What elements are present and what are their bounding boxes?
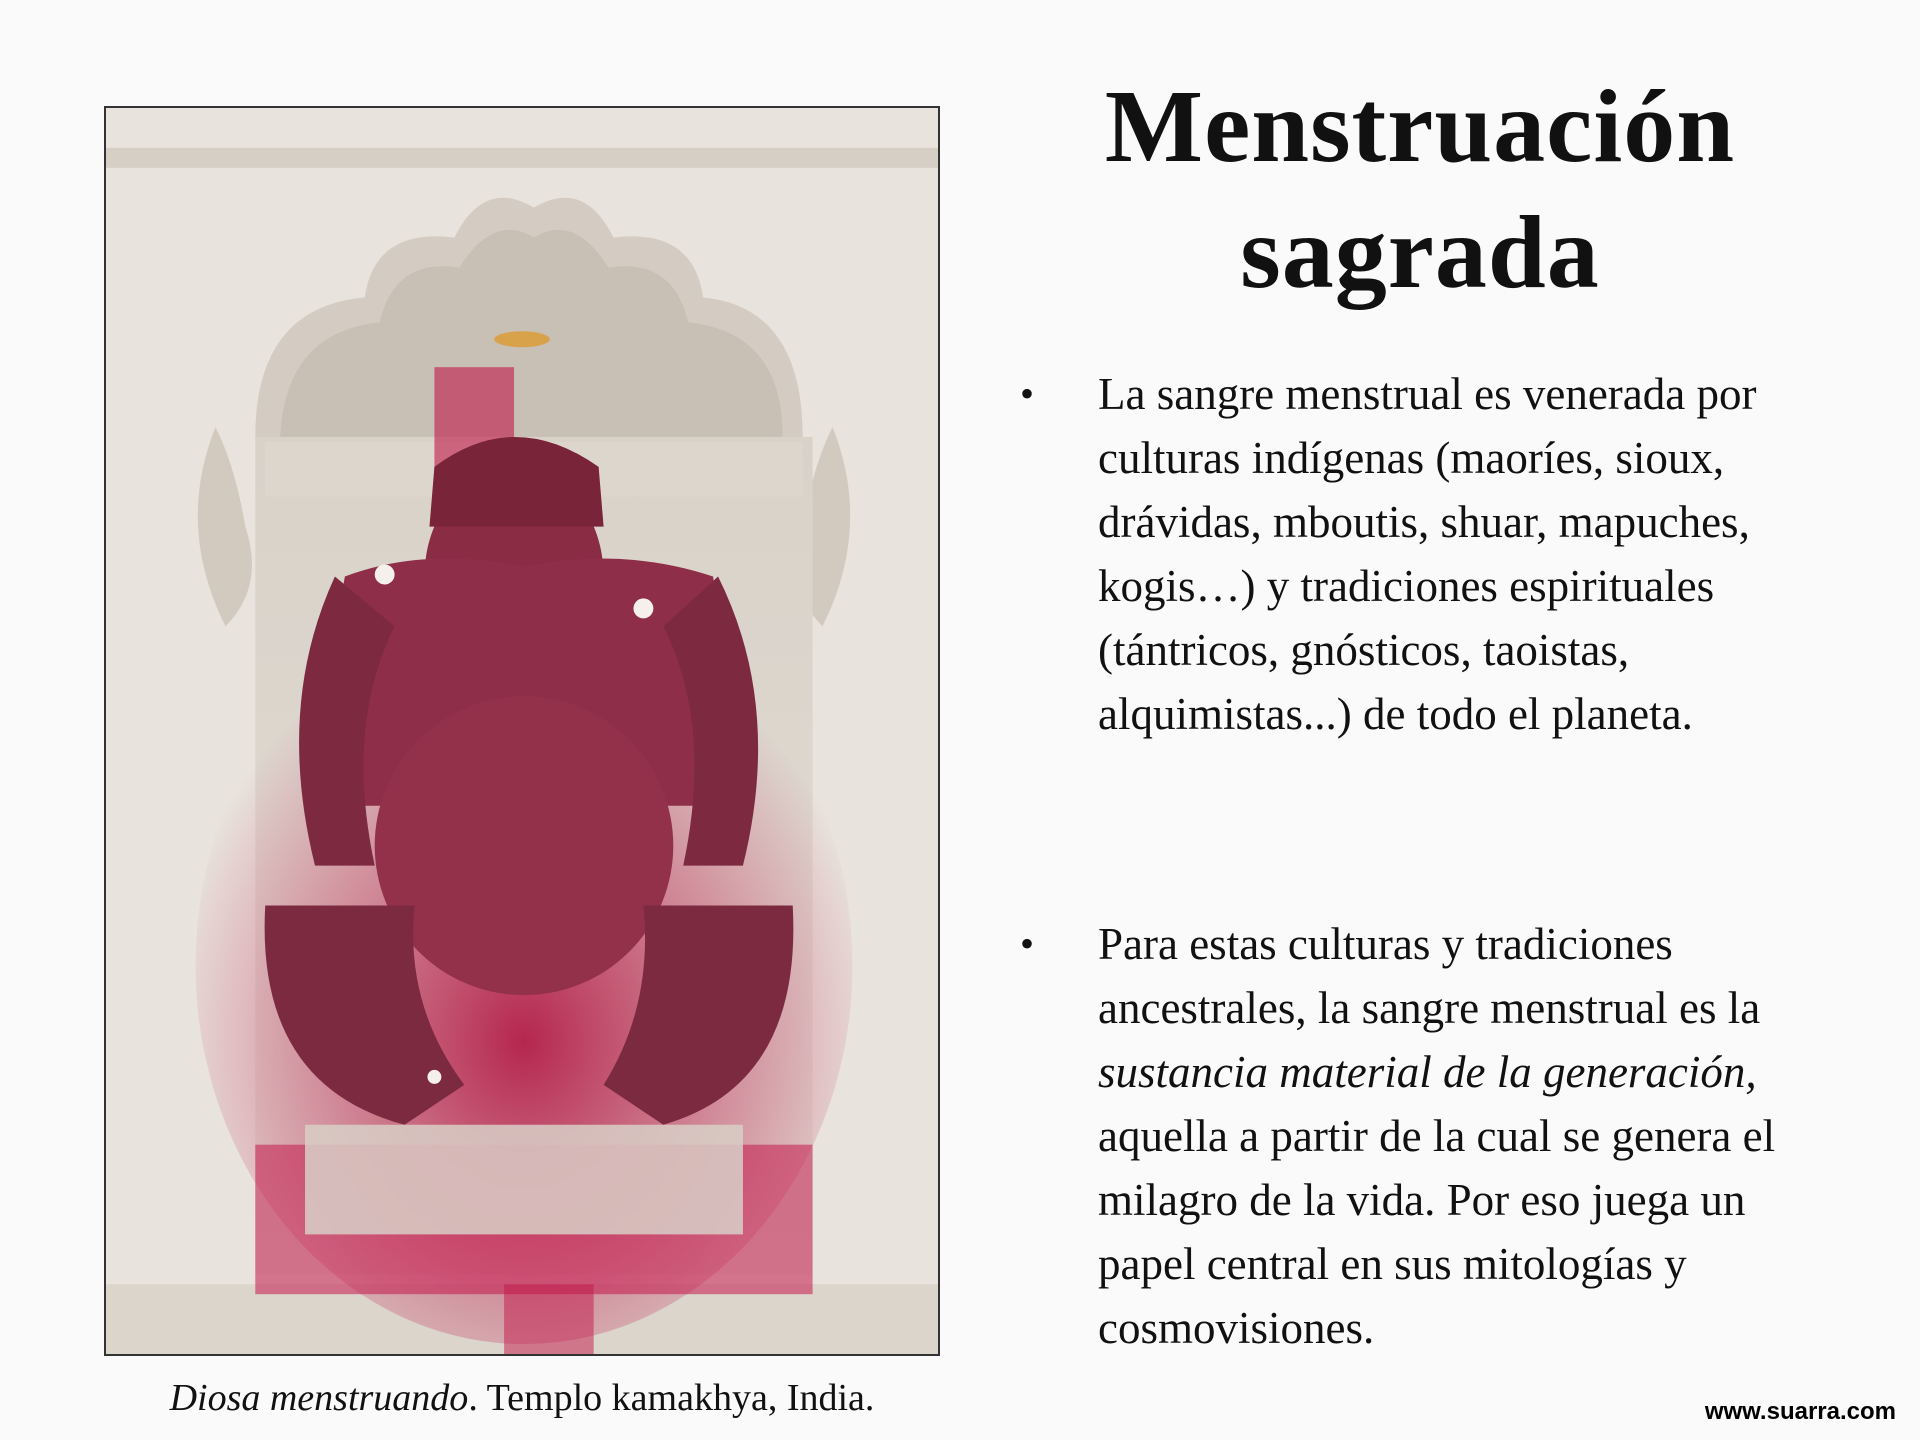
goddess-statue-image [106, 108, 938, 1354]
photo-caption [104, 1376, 940, 1420]
footer-url: www.suarra.com [1704, 1398, 1896, 1425]
caption-rest: . Templo kamakhya, India. [468, 1377, 875, 1419]
bullet2-emphasis: sustancia material de la generación, [1098, 1047, 1757, 1097]
temple-photo [104, 106, 940, 1356]
slide-title [1010, 64, 1830, 316]
caption-italic: Diosa menstruando [169, 1377, 469, 1419]
bullet-text-2 [1098, 912, 1830, 1360]
bullet-dot: • [1020, 921, 1035, 966]
bullet2-part1: Para estas culturas y tradiciones ancestrales, la sangre menstrual es la [1098, 919, 1761, 1033]
title-line-2: sagrada [1240, 195, 1600, 310]
bullet-text-1: La sangre menstrual es venerada por culturas indígenas (maoríes, sioux, drávidas, mboutis, shuar, mapuches, kogis…) y tradiciones espirituales (tántricos, gnósticos, taoistas, alquimistas...) de todo el planeta. [1098, 369, 1757, 739]
bullet-dot: • [1020, 371, 1035, 416]
title-line-1: Menstruación [1104, 69, 1736, 184]
bullet2-part2: aquella a partir de la cual se genera el milagro de la vida. Por eso juega un papel central en sus mitologías y cosmovisiones. [1098, 1111, 1776, 1353]
